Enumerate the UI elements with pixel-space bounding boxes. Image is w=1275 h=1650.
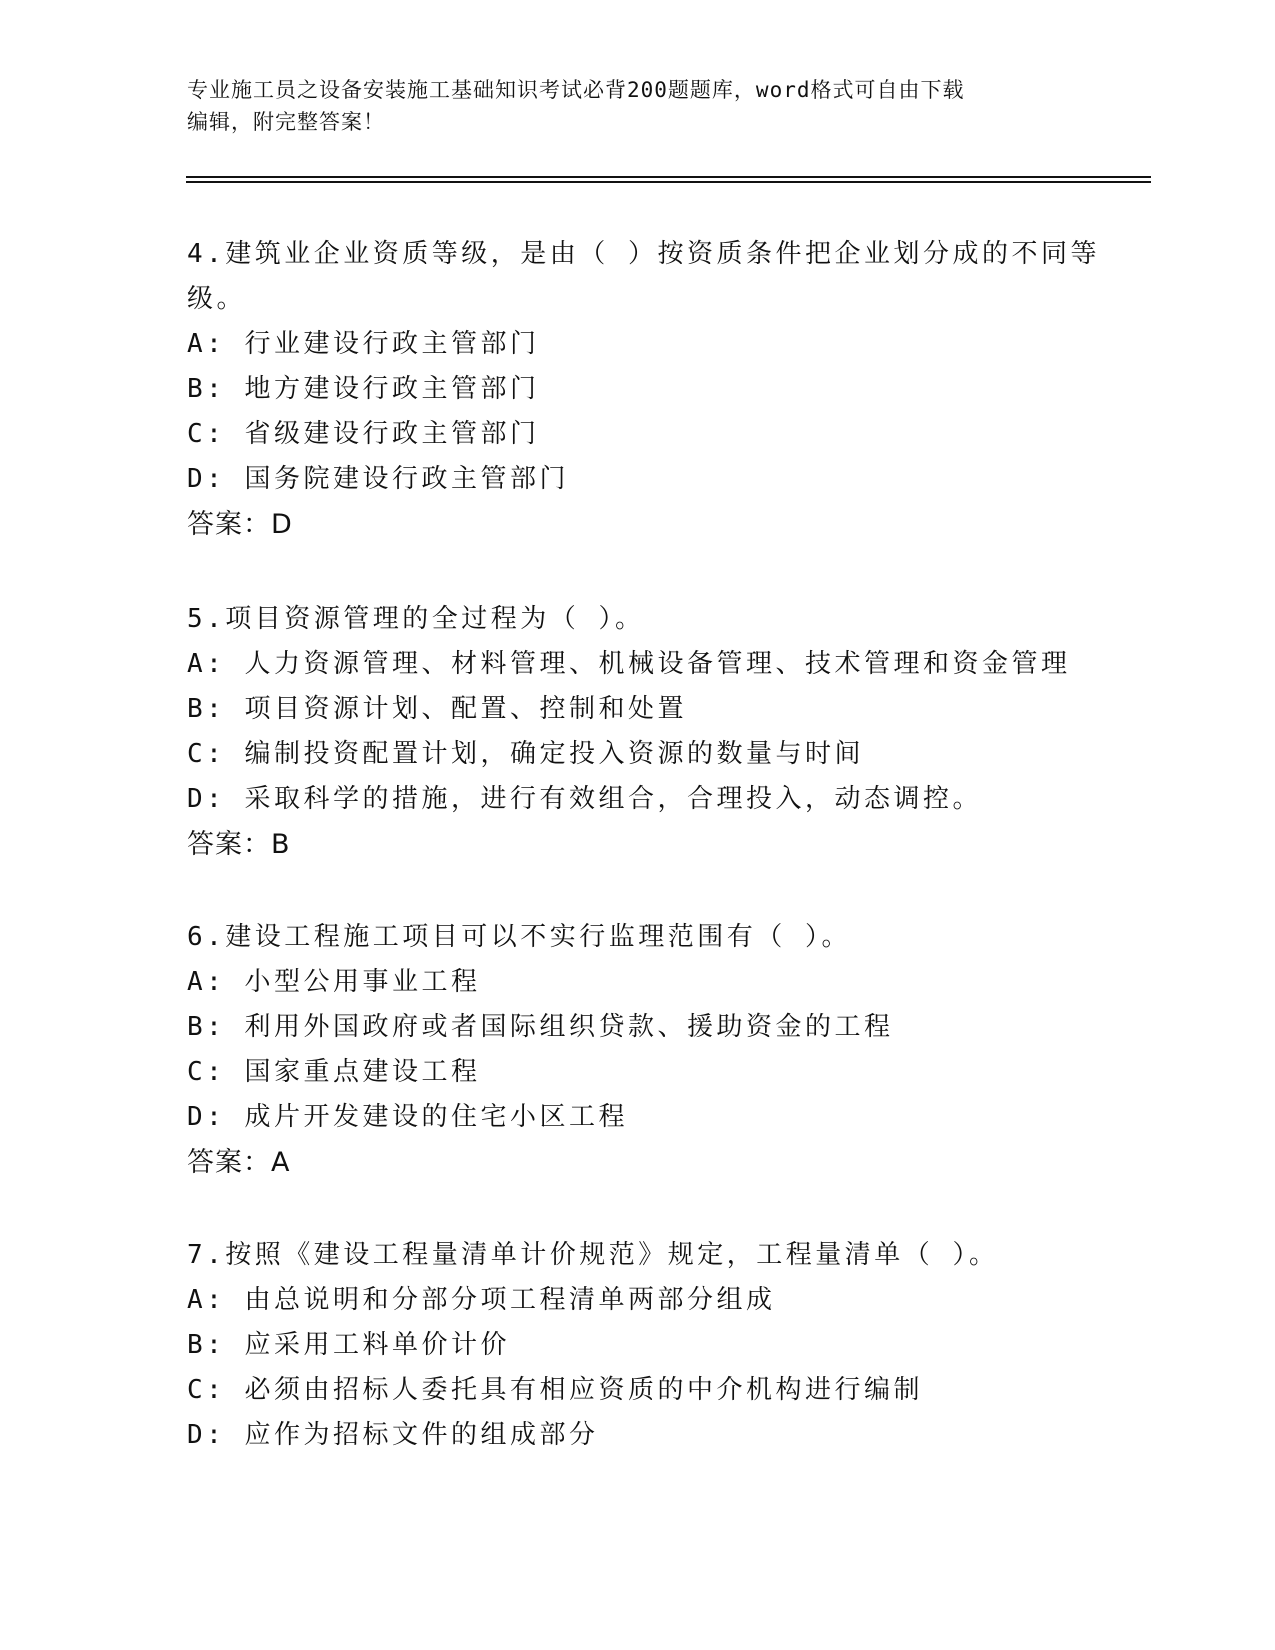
option-a: A: 小型公用事业工程 — [187, 967, 481, 997]
answer: 答案：D — [187, 509, 293, 540]
answer: 答案：B — [187, 829, 291, 860]
option-a: A: 行业建设行政主管部门 — [187, 329, 540, 359]
question-text: 4.建筑业企业资质等级，是由（ ）按资质条件把企业划分成的不同等 — [187, 239, 1100, 269]
option-c: C: 国家重点建设工程 — [187, 1057, 481, 1087]
option-d: D: 成片开发建设的住宅小区工程 — [187, 1102, 628, 1132]
question-text-continued: 级。 — [187, 284, 247, 314]
question-text: 7.按照《建设工程量清单计价规范》规定，工程量清单（ ）。 — [187, 1240, 999, 1270]
header-divider-bottom — [186, 181, 1151, 183]
option-a: A: 由总说明和分部分项工程清单两部分组成 — [187, 1285, 776, 1315]
header-divider-top — [186, 176, 1151, 178]
question-text: 6.建设工程施工项目可以不实行监理范围有（ ）。 — [187, 922, 851, 952]
option-d: D: 采取科学的措施，进行有效组合，合理投入，动态调控。 — [187, 784, 982, 814]
option-c: C: 编制投资配置计划，确定投入资源的数量与时间 — [187, 739, 864, 769]
option-b: B: 地方建设行政主管部门 — [187, 374, 540, 404]
option-c: C: 省级建设行政主管部门 — [187, 419, 540, 449]
question-6 — [187, 915, 1087, 1185]
option-d: D: 国务院建设行政主管部门 — [187, 464, 569, 494]
option-b: B: 应采用工料单价计价 — [187, 1330, 510, 1360]
question-7 — [187, 1233, 1087, 1458]
answer: 答案：A — [187, 1147, 291, 1178]
question-5 — [187, 597, 1087, 867]
option-a: A: 人力资源管理、材料管理、机械设备管理、技术管理和资金管理 — [187, 649, 1071, 679]
question-4 — [187, 232, 1100, 547]
document-header — [187, 74, 1087, 138]
question-text: 5.项目资源管理的全过程为（ ）。 — [187, 604, 645, 634]
option-b: B: 项目资源计划、配置、控制和处置 — [187, 694, 687, 724]
option-c: C: 必须由招标人委托具有相应资质的中介机构进行编制 — [187, 1375, 923, 1405]
header-line-1: 专业施工员之设备安装施工基础知识考试必背200题题库，word格式可自由下载 — [187, 78, 965, 102]
option-d: D: 应作为招标文件的组成部分 — [187, 1420, 599, 1450]
option-b: B: 利用外国政府或者国际组织贷款、援助资金的工程 — [187, 1012, 894, 1042]
header-line-2: 编辑，附完整答案！ — [187, 110, 385, 134]
